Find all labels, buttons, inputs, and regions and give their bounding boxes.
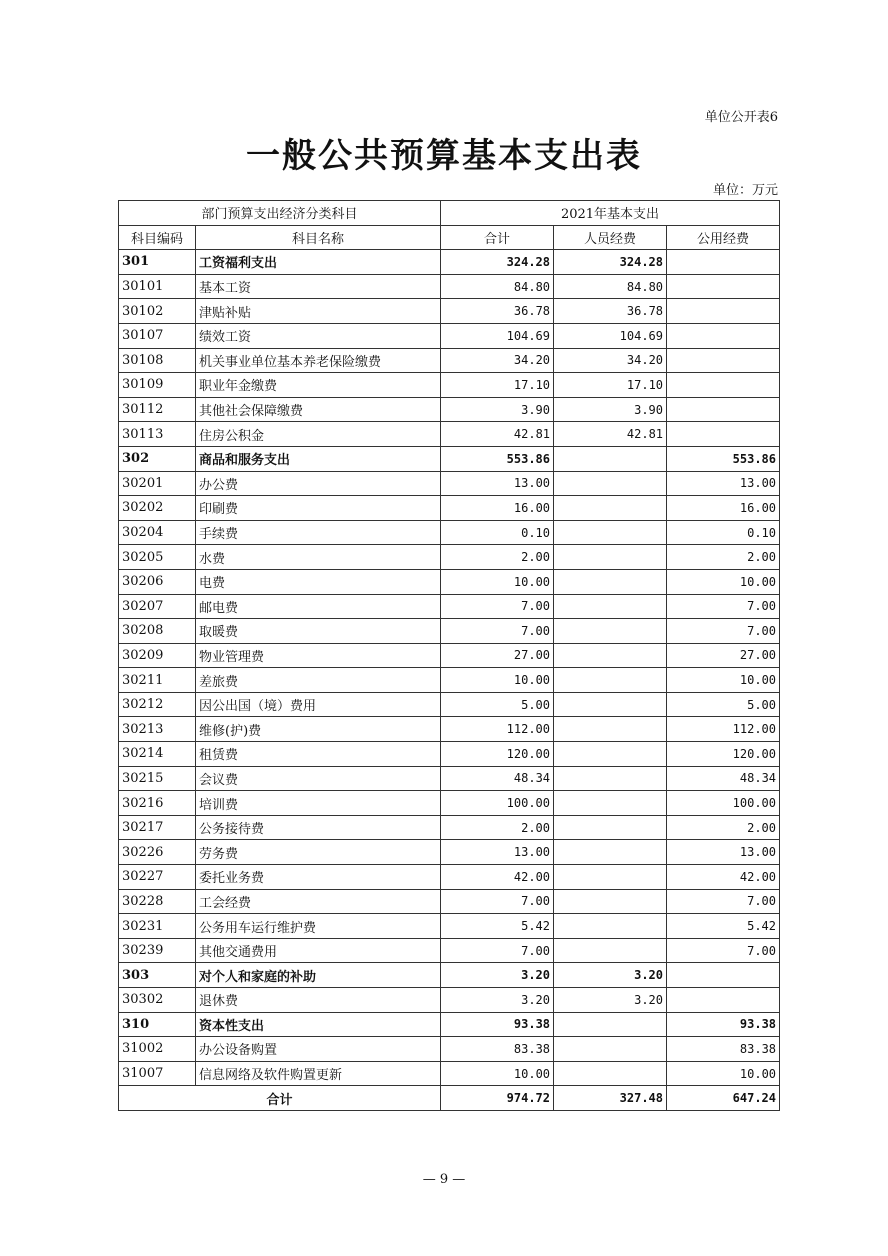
cell-total: 16.00 [441, 496, 554, 521]
cell-code: 31007 [119, 1061, 196, 1086]
table-row [119, 643, 780, 668]
table-row [119, 274, 780, 299]
table-row [119, 742, 780, 767]
cell-personnel: 34.20 [554, 348, 667, 373]
table-group-row [119, 446, 780, 471]
cell-name: 退休费 [196, 988, 441, 1013]
cell-personnel: 3.20 [554, 963, 667, 988]
table-row [119, 988, 780, 1013]
cell-personnel [554, 471, 667, 496]
cell-name: 其他社会保障缴费 [196, 397, 441, 422]
cell-total: 5.42 [441, 914, 554, 939]
cell-total: 3.20 [441, 963, 554, 988]
cell-personnel [554, 717, 667, 742]
cell-name: 电费 [196, 569, 441, 594]
cell-public [667, 422, 780, 447]
cell-code: 30208 [119, 619, 196, 644]
cell-total: 36.78 [441, 299, 554, 324]
cell-code: 30206 [119, 569, 196, 594]
table-row [119, 865, 780, 890]
cell-personnel [554, 594, 667, 619]
cell-code: 30227 [119, 865, 196, 890]
cell-total: 3.90 [441, 397, 554, 422]
cell-name: 水费 [196, 545, 441, 570]
cell-code: 30212 [119, 692, 196, 717]
cell-code: 30215 [119, 766, 196, 791]
table-row [119, 520, 780, 545]
cell-name: 维修(护)费 [196, 717, 441, 742]
cell-personnel [554, 791, 667, 816]
cell-personnel [554, 569, 667, 594]
table-row [119, 938, 780, 963]
cell-public: 7.00 [667, 594, 780, 619]
cell-name: 公务接待费 [196, 815, 441, 840]
cell-public [667, 274, 780, 299]
cell-name: 物业管理费 [196, 643, 441, 668]
total-public: 647.24 [667, 1086, 780, 1111]
cell-code: 30211 [119, 668, 196, 693]
cell-code: 30216 [119, 791, 196, 816]
cell-total: 10.00 [441, 569, 554, 594]
cell-public [667, 373, 780, 398]
total-personnel: 327.48 [554, 1086, 667, 1111]
table-row [119, 815, 780, 840]
cell-total: 3.20 [441, 988, 554, 1013]
cell-name: 取暖费 [196, 619, 441, 644]
cell-name: 办公费 [196, 471, 441, 496]
cell-personnel [554, 446, 667, 471]
cell-personnel [554, 1037, 667, 1062]
cell-code: 30228 [119, 889, 196, 914]
cell-public [667, 963, 780, 988]
cell-name: 委托业务费 [196, 865, 441, 890]
cell-total: 84.80 [441, 274, 554, 299]
cell-personnel: 17.10 [554, 373, 667, 398]
cell-personnel [554, 1061, 667, 1086]
cell-total: 10.00 [441, 1061, 554, 1086]
header-public: 公用经费 [667, 225, 780, 250]
cell-total: 42.81 [441, 422, 554, 447]
cell-total: 553.86 [441, 446, 554, 471]
cell-name: 印刷费 [196, 496, 441, 521]
cell-personnel: 3.20 [554, 988, 667, 1013]
header-year-group: 2021年基本支出 [441, 201, 780, 226]
cell-public [667, 323, 780, 348]
cell-public: 2.00 [667, 545, 780, 570]
cell-total: 10.00 [441, 668, 554, 693]
cell-total: 42.00 [441, 865, 554, 890]
cell-public: 10.00 [667, 668, 780, 693]
header-category-group: 部门预算支出经济分类科目 [119, 201, 441, 226]
table-row [119, 471, 780, 496]
cell-code: 30107 [119, 323, 196, 348]
cell-code: 30209 [119, 643, 196, 668]
cell-total: 34.20 [441, 348, 554, 373]
table-row [119, 668, 780, 693]
cell-name: 其他交通费用 [196, 938, 441, 963]
cell-personnel [554, 914, 667, 939]
cell-name: 工会经费 [196, 889, 441, 914]
cell-code: 310 [119, 1012, 196, 1037]
cell-personnel [554, 692, 667, 717]
cell-public: 120.00 [667, 742, 780, 767]
cell-public: 100.00 [667, 791, 780, 816]
table-group-row [119, 1012, 780, 1037]
cell-code: 30113 [119, 422, 196, 447]
cell-code: 30214 [119, 742, 196, 767]
cell-personnel: 84.80 [554, 274, 667, 299]
table-group-row [119, 250, 780, 275]
cell-code: 302 [119, 446, 196, 471]
cell-public: 10.00 [667, 1061, 780, 1086]
cell-public [667, 397, 780, 422]
cell-public [667, 299, 780, 324]
table-row [119, 791, 780, 816]
cell-personnel [554, 619, 667, 644]
cell-code: 30102 [119, 299, 196, 324]
cell-public [667, 988, 780, 1013]
cell-name: 手续费 [196, 520, 441, 545]
table-row [119, 1061, 780, 1086]
cell-total: 7.00 [441, 619, 554, 644]
cell-code: 30302 [119, 988, 196, 1013]
table-total-row [119, 1086, 780, 1111]
header-name: 科目名称 [196, 225, 441, 250]
cell-name: 办公设备购置 [196, 1037, 441, 1062]
cell-public: 5.42 [667, 914, 780, 939]
cell-code: 30108 [119, 348, 196, 373]
table-row [119, 766, 780, 791]
cell-public [667, 348, 780, 373]
cell-name: 对个人和家庭的补助 [196, 963, 441, 988]
cell-public: 93.38 [667, 1012, 780, 1037]
cell-name: 基本工资 [196, 274, 441, 299]
cell-personnel [554, 815, 667, 840]
cell-total: 48.34 [441, 766, 554, 791]
total-total: 974.72 [441, 1086, 554, 1111]
cell-code: 301 [119, 250, 196, 275]
cell-personnel [554, 545, 667, 570]
table-row [119, 496, 780, 521]
header-code: 科目编码 [119, 225, 196, 250]
cell-personnel [554, 766, 667, 791]
cell-code: 30112 [119, 397, 196, 422]
cell-public: 42.00 [667, 865, 780, 890]
cell-public: 13.00 [667, 840, 780, 865]
cell-code: 30213 [119, 717, 196, 742]
page-number: — 9 — [422, 1172, 466, 1187]
cell-code: 30201 [119, 471, 196, 496]
cell-personnel: 104.69 [554, 323, 667, 348]
table-row [119, 299, 780, 324]
cell-name: 住房公积金 [196, 422, 441, 447]
cell-name: 公务用车运行维护费 [196, 914, 441, 939]
cell-code: 30205 [119, 545, 196, 570]
cell-name: 会议费 [196, 766, 441, 791]
cell-total: 100.00 [441, 791, 554, 816]
cell-name: 机关事业单位基本养老保险缴费 [196, 348, 441, 373]
cell-name: 商品和服务支出 [196, 446, 441, 471]
cell-personnel [554, 865, 667, 890]
table-row [119, 422, 780, 447]
cell-total: 93.38 [441, 1012, 554, 1037]
table-group-row [119, 963, 780, 988]
cell-personnel [554, 742, 667, 767]
cell-total: 112.00 [441, 717, 554, 742]
cell-code: 31002 [119, 1037, 196, 1062]
cell-total: 13.00 [441, 471, 554, 496]
table-row [119, 373, 780, 398]
table-row [119, 914, 780, 939]
cell-public [667, 250, 780, 275]
cell-total: 7.00 [441, 889, 554, 914]
cell-code: 30217 [119, 815, 196, 840]
cell-code: 30226 [119, 840, 196, 865]
table-row [119, 619, 780, 644]
cell-name: 职业年金缴费 [196, 373, 441, 398]
header-personnel: 人员经费 [554, 225, 667, 250]
cell-name: 资本性支出 [196, 1012, 441, 1037]
unit-label: 单位：万元 [712, 183, 778, 198]
cell-public: 112.00 [667, 717, 780, 742]
table-row [119, 348, 780, 373]
cell-personnel [554, 889, 667, 914]
total-label: 合计 [119, 1086, 441, 1111]
cell-total: 27.00 [441, 643, 554, 668]
cell-public: 48.34 [667, 766, 780, 791]
cell-personnel [554, 643, 667, 668]
cell-name: 津贴补贴 [196, 299, 441, 324]
cell-name: 邮电费 [196, 594, 441, 619]
cell-public: 7.00 [667, 938, 780, 963]
cell-code: 30239 [119, 938, 196, 963]
cell-total: 120.00 [441, 742, 554, 767]
cell-code: 30204 [119, 520, 196, 545]
cell-name: 信息网络及软件购置更新 [196, 1061, 441, 1086]
cell-personnel: 42.81 [554, 422, 667, 447]
cell-public: 83.38 [667, 1037, 780, 1062]
table-row [119, 889, 780, 914]
cell-code: 303 [119, 963, 196, 988]
header-total: 合计 [441, 225, 554, 250]
cell-code: 30207 [119, 594, 196, 619]
table-header-row-2 [119, 225, 780, 250]
table-row [119, 323, 780, 348]
form-number-label: 单位公开表6 [704, 110, 778, 125]
cell-total: 2.00 [441, 545, 554, 570]
cell-public: 13.00 [667, 471, 780, 496]
cell-name: 培训费 [196, 791, 441, 816]
cell-code: 30202 [119, 496, 196, 521]
table-row [119, 545, 780, 570]
cell-public: 16.00 [667, 496, 780, 521]
table-row [119, 692, 780, 717]
cell-personnel: 36.78 [554, 299, 667, 324]
cell-total: 104.69 [441, 323, 554, 348]
cell-total: 17.10 [441, 373, 554, 398]
cell-total: 13.00 [441, 840, 554, 865]
cell-name: 租赁费 [196, 742, 441, 767]
cell-public: 2.00 [667, 815, 780, 840]
cell-name: 因公出国（境）费用 [196, 692, 441, 717]
page-title: 一般公共预算基本支出表 [246, 136, 642, 176]
cell-name: 差旅费 [196, 668, 441, 693]
cell-total: 7.00 [441, 594, 554, 619]
cell-public: 0.10 [667, 520, 780, 545]
cell-name: 劳务费 [196, 840, 441, 865]
cell-name: 绩效工资 [196, 323, 441, 348]
table-row [119, 569, 780, 594]
cell-total: 2.00 [441, 815, 554, 840]
cell-total: 0.10 [441, 520, 554, 545]
table-row [119, 840, 780, 865]
table-row [119, 717, 780, 742]
cell-public: 27.00 [667, 643, 780, 668]
table-header-row-1 [119, 201, 780, 226]
cell-total: 324.28 [441, 250, 554, 275]
cell-public: 553.86 [667, 446, 780, 471]
cell-personnel: 3.90 [554, 397, 667, 422]
cell-code: 30109 [119, 373, 196, 398]
cell-personnel [554, 1012, 667, 1037]
cell-public: 5.00 [667, 692, 780, 717]
cell-total: 5.00 [441, 692, 554, 717]
cell-personnel [554, 938, 667, 963]
cell-total: 7.00 [441, 938, 554, 963]
cell-public: 7.00 [667, 889, 780, 914]
cell-personnel [554, 668, 667, 693]
table-row [119, 397, 780, 422]
cell-total: 83.38 [441, 1037, 554, 1062]
table-row [119, 1037, 780, 1062]
budget-table [118, 200, 780, 1111]
cell-personnel [554, 496, 667, 521]
cell-public: 7.00 [667, 619, 780, 644]
cell-personnel [554, 840, 667, 865]
cell-name: 工资福利支出 [196, 250, 441, 275]
cell-code: 30101 [119, 274, 196, 299]
table-row [119, 594, 780, 619]
cell-public: 10.00 [667, 569, 780, 594]
cell-code: 30231 [119, 914, 196, 939]
cell-personnel [554, 520, 667, 545]
cell-personnel: 324.28 [554, 250, 667, 275]
